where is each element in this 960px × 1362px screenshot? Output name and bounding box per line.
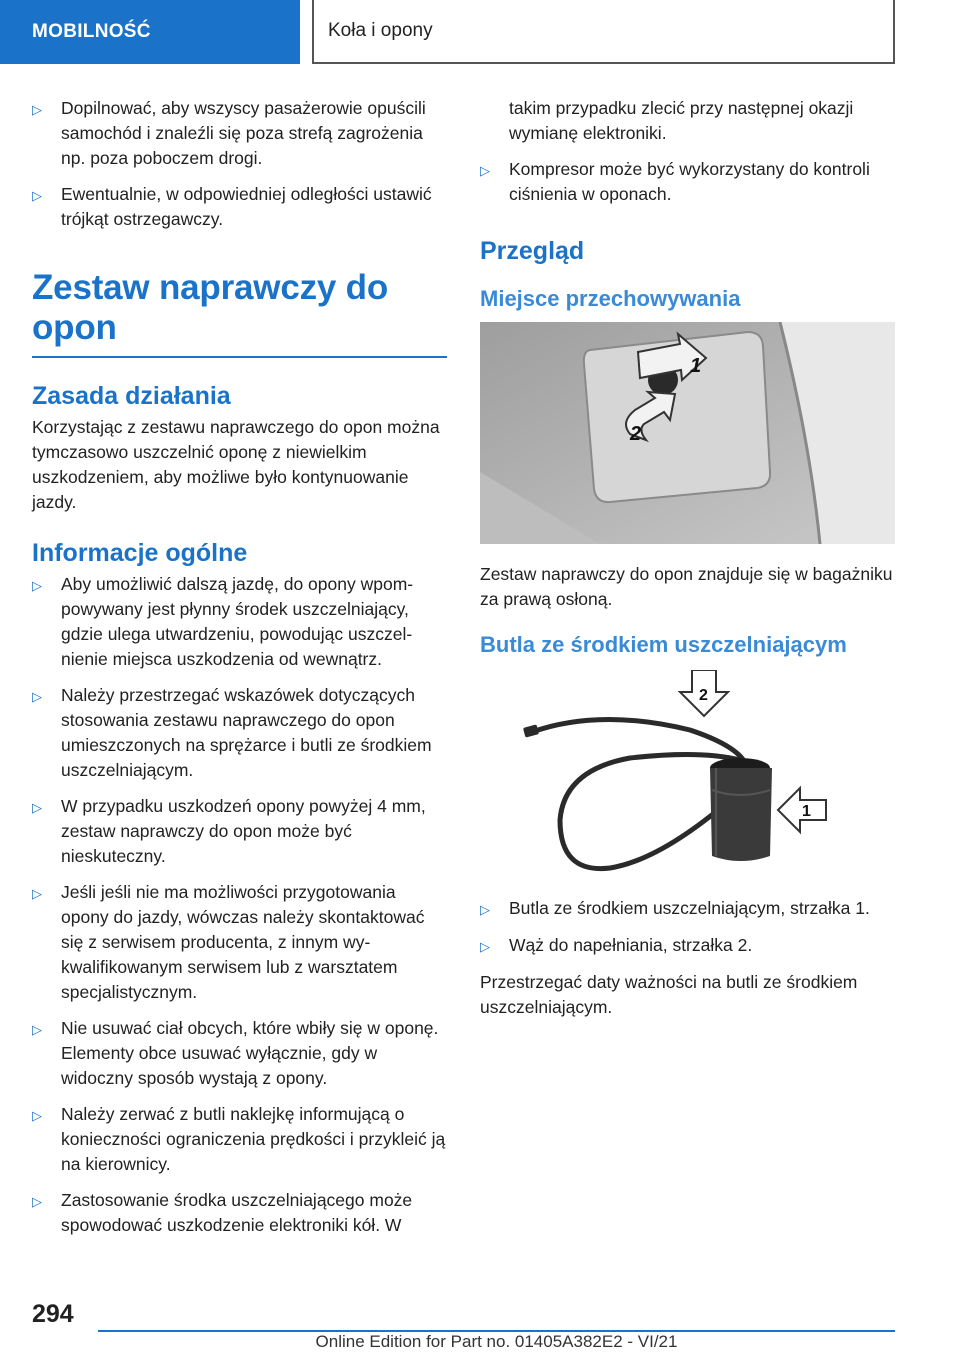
list-item: ▷ Ewentualnie, w odpowiedniej odległości ustawić trójkąt ostrzegawczy. (32, 182, 447, 232)
list-item: ▷ Wąż do napełniania, strzałka 2. (480, 933, 896, 959)
photo-label-1: 1 (690, 355, 702, 377)
triangle-bullet-icon: ▷ (32, 689, 42, 704)
list-item: ▷ Należy zerwać z butli naklejkę informującą o konieczności ograniczenia prędkości i przykleić ją na kierownicy. (32, 1102, 447, 1177)
section-tab (0, 0, 300, 64)
photo-label-2: 2 (630, 423, 642, 445)
triangle-bullet-icon: ▷ (480, 163, 490, 178)
triangle-bullet-icon: ▷ (32, 1108, 42, 1123)
chapter-title: Koła i opony (328, 20, 433, 41)
list-item: ▷ Należy przestrzegać wskazówek dotyczących stosowania zestawu naprawczego do opon umieszczonych na sprężarce i butli ze środkiem uszczelniającym. (32, 683, 447, 783)
principle-heading: Zasada działania (32, 382, 231, 410)
list-item: ▷ W przypadku uszkodzeń opony powyżej 4 mm, zestaw naprawczy do opon może być nieskuteczny. (32, 794, 447, 869)
triangle-bullet-icon: ▷ (32, 886, 42, 901)
storage-heading: Miejsce przechowywania (480, 286, 741, 311)
list-item: ▷ Aby umożliwić dalszą jazdę, do opony wpompowywany jest płynny środek uszczelniający, gdzie ulega utwardzeniu, powodując uszczelnienie miejsca uszkodzenia od wewnątrz. (32, 572, 447, 672)
list-item-continuation: takim przypadku zlecić przy następnej okazji wymianę elektroniki. (509, 98, 854, 143)
edition-text: Online Edition for Part no. 01405A382E2 - VI/21 (315, 1332, 678, 1351)
triangle-bullet-icon: ▷ (32, 102, 42, 117)
list-item: ▷ Butla ze środkiem uszczelniającym, strzałka 1. (480, 896, 896, 922)
list-item: ▷ Jeśli jeśli nie ma możliwości przygotowania opony do jazdy, wówczas należy skontaktować się z serwisem producenta, z innym wykwalifikowanym serwisem lub z warsztatem specjalistycznym. (32, 880, 447, 1005)
list-item: ▷ Nie usuwać ciał obcych, które wbiły się w oponę. Elementy obce usuwać wyłącznie, gdy w widoczny sposób wystają z opony. (32, 1016, 447, 1091)
sealant-bottle-illustration (480, 670, 895, 880)
general-heading: Informacje ogólne (32, 539, 248, 567)
list-item: ▷ Dopilnować, aby wszyscy pasażerowie opuścili samochód i znaleźli się poza strefą zagrożenia np. poza poboczem drogi. (32, 96, 447, 171)
left-column (32, 96, 447, 1249)
page-number: 294 (32, 1300, 74, 1328)
triangle-bullet-icon: ▷ (32, 1022, 42, 1037)
trunk-storage-photo (480, 322, 895, 544)
section-title: MOBILNOŚĆ (32, 21, 151, 42)
triangle-bullet-icon: ▷ (32, 188, 42, 203)
bottle-note: Przestrzegać daty ważności na butli ze środkiem uszczelniającym. (480, 972, 858, 1017)
bottle-label-1: 1 (802, 803, 811, 820)
storage-text: Zestaw naprawczy do opon znajduje się w bagażniku za prawą osłoną. (480, 564, 893, 609)
triangle-bullet-icon: ▷ (480, 902, 490, 917)
page-title: Zestaw naprawczy do opon (32, 268, 447, 358)
triangle-bullet-icon: ▷ (480, 939, 490, 954)
bottle-heading: Butla ze środkiem uszczelniającym (480, 632, 847, 657)
list-item: ▷ Kompresor może być wykorzystany do kontroli ciśnienia w oponach. (480, 157, 896, 207)
bottle-label-2: 2 (699, 687, 708, 704)
triangle-bullet-icon: ▷ (32, 800, 42, 815)
triangle-bullet-icon: ▷ (32, 578, 42, 593)
list-item: ▷ Zastosowanie środka uszczelniającego może spowodować uszkodzenie elektroniki kół. W (32, 1188, 447, 1238)
right-column (480, 96, 896, 1032)
overview-heading: Przegląd (480, 237, 585, 265)
triangle-bullet-icon: ▷ (32, 1194, 42, 1209)
principle-text: Korzystając z zestawu naprawczego do opon można tymczasowo uszczelnić oponę z niewielkim uszkodzeniem, aby możliwe było kontynuowanie jazdy. (32, 417, 440, 512)
chapter-header (312, 0, 895, 64)
